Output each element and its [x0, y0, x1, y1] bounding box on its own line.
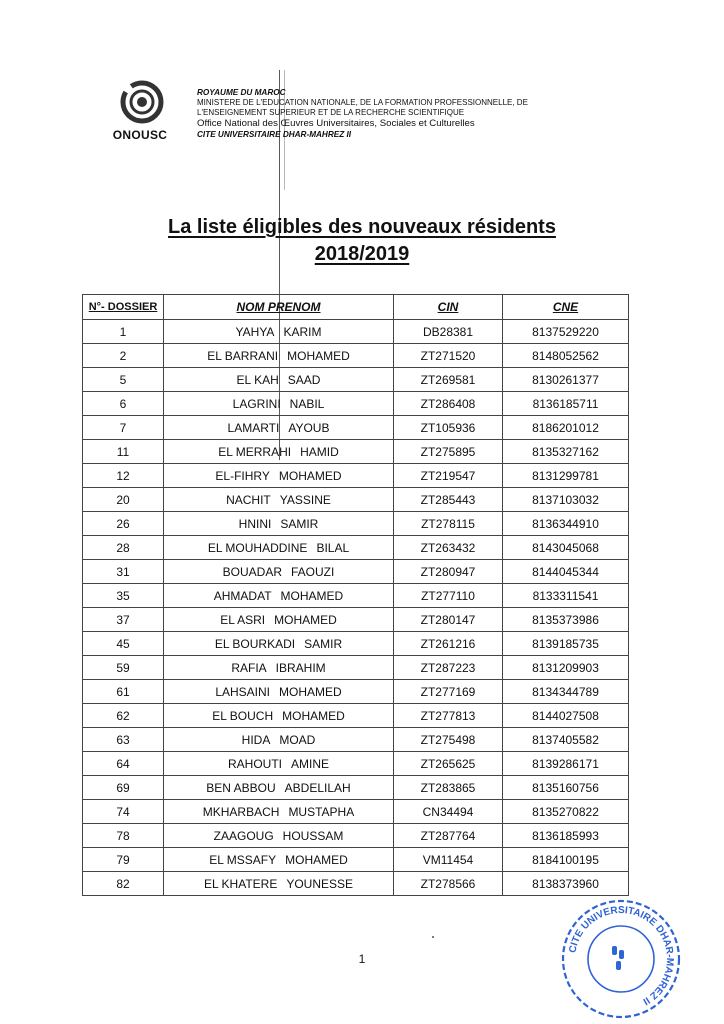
cne-cell: 8138373960 — [503, 872, 629, 896]
cne-cell: 8136185993 — [503, 824, 629, 848]
speck — [432, 936, 434, 938]
cne-cell: 8139185735 — [503, 632, 629, 656]
prenom: SAMIR — [280, 516, 319, 531]
table-header-row — [83, 295, 629, 320]
dossier-number: 62 — [83, 704, 164, 728]
cin-cell: ZT265625 — [394, 752, 503, 776]
dossier-number: 61 — [83, 680, 164, 704]
nom: EL BOUCH — [212, 708, 274, 723]
nom: RAHOUTI — [227, 756, 282, 771]
cne-cell: 8131209903 — [503, 656, 629, 680]
dossier-number: 31 — [83, 560, 164, 584]
table-row — [83, 824, 629, 848]
col-header-nom-prenom: NOM PRENOM — [164, 295, 394, 320]
prenom: MOHAMED — [274, 612, 337, 627]
nom: EL MSSAFY — [209, 852, 277, 867]
table-row — [83, 368, 629, 392]
cne-cell: 8133311541 — [503, 584, 629, 608]
cin-cell: ZT277813 — [394, 704, 503, 728]
nom: EL MERRAHI — [218, 444, 292, 459]
cne-cell: 8131299781 — [503, 464, 629, 488]
cne-cell: 8184100195 — [503, 848, 629, 872]
nom: YAHYA — [235, 324, 275, 339]
cin-cell: ZT286408 — [394, 392, 503, 416]
cin-cell: ZT277169 — [394, 680, 503, 704]
cne-cell: 8136344910 — [503, 512, 629, 536]
cne-cell: 8135270822 — [503, 800, 629, 824]
dossier-number: 12 — [83, 464, 164, 488]
col-header-dossier: N°- DOSSIER — [83, 295, 164, 320]
cin-cell: ZT285443 — [394, 488, 503, 512]
institution-header — [197, 88, 557, 140]
cin-cell: ZT287764 — [394, 824, 503, 848]
table-row — [83, 512, 629, 536]
stamp-text: CITE UNIVERSITAIRE DHAR-MAHREZ II — [567, 904, 676, 1007]
nom: ZAAGOUG — [213, 828, 274, 843]
cin-cell: ZT105936 — [394, 416, 503, 440]
dossier-number: 26 — [83, 512, 164, 536]
logo-text: ONOUSC — [112, 128, 168, 142]
table-row — [83, 488, 629, 512]
cin-cell: VM11454 — [394, 848, 503, 872]
table-row — [83, 416, 629, 440]
cne-cell: 8137529220 — [503, 320, 629, 344]
dossier-number: 11 — [83, 440, 164, 464]
cin-cell: ZT261216 — [394, 632, 503, 656]
cin-cell: ZT277110 — [394, 584, 503, 608]
nom: EL KAH — [236, 372, 279, 387]
table-row — [83, 536, 629, 560]
prenom: YOUNESSE — [286, 876, 354, 891]
nom: EL ASRI — [220, 612, 266, 627]
cin-cell: ZT269581 — [394, 368, 503, 392]
nom-prenom-cell — [164, 728, 394, 752]
nom-prenom-cell — [164, 512, 394, 536]
cne-cell: 8137405582 — [503, 728, 629, 752]
document-title — [0, 214, 724, 268]
nom-prenom-cell — [164, 608, 394, 632]
dossier-number: 69 — [83, 776, 164, 800]
dossier-number: 63 — [83, 728, 164, 752]
cne-cell: 8144027508 — [503, 704, 629, 728]
dossier-number: 59 — [83, 656, 164, 680]
prenom: NABIL — [289, 396, 325, 411]
university-stamp-icon — [556, 894, 686, 1024]
col-header-cne: CNE — [503, 295, 629, 320]
nom-prenom-cell — [164, 848, 394, 872]
prenom: MOHAMED — [287, 348, 350, 363]
table-row — [83, 584, 629, 608]
table-row — [83, 728, 629, 752]
header-ministry: MINISTERE DE L'EDUCATION NATIONALE, DE LA FORMATION PROFESSIONNELLE, DE — [197, 98, 528, 107]
cne-cell: 8134344789 — [503, 680, 629, 704]
nom-prenom-cell — [164, 752, 394, 776]
nom-prenom-cell — [164, 440, 394, 464]
dossier-number: 5 — [83, 368, 164, 392]
cin-cell: ZT280947 — [394, 560, 503, 584]
cne-cell: 8136185711 — [503, 392, 629, 416]
cin-cell: ZT287223 — [394, 656, 503, 680]
dossier-number: 37 — [83, 608, 164, 632]
table-row — [83, 344, 629, 368]
table-row — [83, 704, 629, 728]
table-row — [83, 608, 629, 632]
dossier-number: 2 — [83, 344, 164, 368]
prenom: MOHAMED — [282, 708, 345, 723]
nom-prenom-cell — [164, 656, 394, 680]
table-row — [83, 320, 629, 344]
prenom: HOUSSAM — [282, 828, 344, 843]
table-row — [83, 560, 629, 584]
header-ministry-cont: L'ENSEIGNEMENT SUPERIEUR ET DE LA RECHERCHE SCIENTIFIQUE — [197, 108, 465, 117]
header-kingdom: ROYAUME DU MAROC — [197, 88, 286, 97]
cne-cell: 8148052562 — [503, 344, 629, 368]
nom: NACHIT — [226, 492, 271, 507]
title-line-2: 2018/2019 — [314, 243, 410, 265]
nom: EL-FIHRY — [215, 468, 270, 483]
prenom: SAMIR — [304, 636, 343, 651]
nom: MKHARBACH — [202, 804, 280, 819]
nom-prenom-cell — [164, 392, 394, 416]
nom-prenom-cell — [164, 464, 394, 488]
nom-prenom-cell — [164, 704, 394, 728]
nom-prenom-cell — [164, 584, 394, 608]
nom-prenom-cell — [164, 488, 394, 512]
nom: HIDA — [241, 732, 271, 747]
table-row — [83, 464, 629, 488]
nom: EL KHATERE — [203, 876, 278, 891]
cne-cell: 8186201012 — [503, 416, 629, 440]
prenom: AMINE — [290, 756, 329, 771]
table-row — [83, 632, 629, 656]
cin-cell: ZT271520 — [394, 344, 503, 368]
prenom: AYOUB — [288, 420, 330, 435]
cin-cell: ZT275895 — [394, 440, 503, 464]
cin-cell: ZT275498 — [394, 728, 503, 752]
dossier-number: 7 — [83, 416, 164, 440]
nom: LAHSAINI — [215, 684, 270, 699]
cin-cell: ZT263432 — [394, 536, 503, 560]
header-cite: CITE UNIVERSITAIRE DHAR-MAHREZ II — [197, 130, 352, 139]
cne-cell: 8135373986 — [503, 608, 629, 632]
nom-prenom-cell — [164, 632, 394, 656]
prenom: BILAL — [316, 540, 350, 555]
nom-prenom-cell — [164, 800, 394, 824]
prenom: MOHAMED — [280, 588, 344, 603]
nom: EL BOURKADI — [214, 636, 296, 651]
nom-prenom-cell — [164, 776, 394, 800]
table-body — [83, 320, 629, 896]
table-row — [83, 872, 629, 896]
nom: AHMADAT — [213, 588, 272, 603]
table-row — [83, 800, 629, 824]
nom-prenom-cell — [164, 536, 394, 560]
dossier-number: 82 — [83, 872, 164, 896]
prenom: ABDELILAH — [284, 780, 351, 795]
header-office: Office National des Œuvres Universitaires, Sociales et Culturelles — [197, 118, 475, 129]
prenom: FAOUZI — [291, 564, 335, 579]
table-row — [83, 752, 629, 776]
cin-cell: ZT283865 — [394, 776, 503, 800]
prenom: MOHAMED — [285, 852, 348, 867]
nom: LAGRINI — [232, 396, 281, 411]
nom: RAFIA — [231, 660, 267, 675]
cin-cell: CN34494 — [394, 800, 503, 824]
cne-cell: 8130261377 — [503, 368, 629, 392]
residents-table — [82, 294, 629, 896]
prenom: IBRAHIM — [275, 660, 326, 675]
nom: BEN ABBOU — [206, 780, 276, 795]
cne-cell: 8143045068 — [503, 536, 629, 560]
dossier-number: 28 — [83, 536, 164, 560]
cne-cell: 8135160756 — [503, 776, 629, 800]
col-header-cin: CIN — [394, 295, 503, 320]
dossier-number: 6 — [83, 392, 164, 416]
table-row — [83, 776, 629, 800]
prenom: MUSTAPHA — [288, 804, 355, 819]
nom: EL BARRANI — [207, 348, 279, 363]
cne-cell: 8135327162 — [503, 440, 629, 464]
nom-prenom-cell — [164, 320, 394, 344]
nom: BOUADAR — [222, 564, 282, 579]
cne-cell: 8139286171 — [503, 752, 629, 776]
dossier-number: 74 — [83, 800, 164, 824]
dossier-number: 79 — [83, 848, 164, 872]
dossier-number: 35 — [83, 584, 164, 608]
cin-cell: DB28381 — [394, 320, 503, 344]
nom-prenom-cell — [164, 680, 394, 704]
prenom: SAAD — [287, 372, 321, 387]
table-row — [83, 440, 629, 464]
nom-prenom-cell — [164, 824, 394, 848]
nom: LAMARTI — [227, 420, 280, 435]
nom-prenom-cell — [164, 560, 394, 584]
nom-prenom-cell — [164, 368, 394, 392]
cin-cell: ZT280147 — [394, 608, 503, 632]
prenom: MOAD — [279, 732, 316, 747]
prenom: HAMID — [300, 444, 339, 459]
table-row — [83, 680, 629, 704]
nom: HNINI — [238, 516, 272, 531]
page-number: 1 — [358, 952, 366, 966]
dossier-number: 45 — [83, 632, 164, 656]
dossier-number: 1 — [83, 320, 164, 344]
nom-prenom-cell — [164, 416, 394, 440]
prenom: KARIM — [283, 324, 322, 339]
table-row — [83, 392, 629, 416]
cin-cell: ZT219547 — [394, 464, 503, 488]
dossier-number: 64 — [83, 752, 164, 776]
table-row — [83, 848, 629, 872]
nom-prenom-cell — [164, 344, 394, 368]
title-line-1: La liste éligibles des nouveaux résidents — [168, 216, 556, 238]
prenom: MOHAMED — [279, 684, 342, 699]
cin-cell: ZT278115 — [394, 512, 503, 536]
prenom: YASSINE — [279, 492, 331, 507]
dossier-number: 20 — [83, 488, 164, 512]
nom-prenom-cell — [164, 872, 394, 896]
table-row — [83, 656, 629, 680]
cin-cell: ZT278566 — [394, 872, 503, 896]
nom: EL MOUHADDINE — [207, 540, 308, 555]
cne-cell: 8137103032 — [503, 488, 629, 512]
dossier-number: 78 — [83, 824, 164, 848]
cne-cell: 8144045344 — [503, 560, 629, 584]
prenom: MOHAMED — [278, 468, 342, 483]
